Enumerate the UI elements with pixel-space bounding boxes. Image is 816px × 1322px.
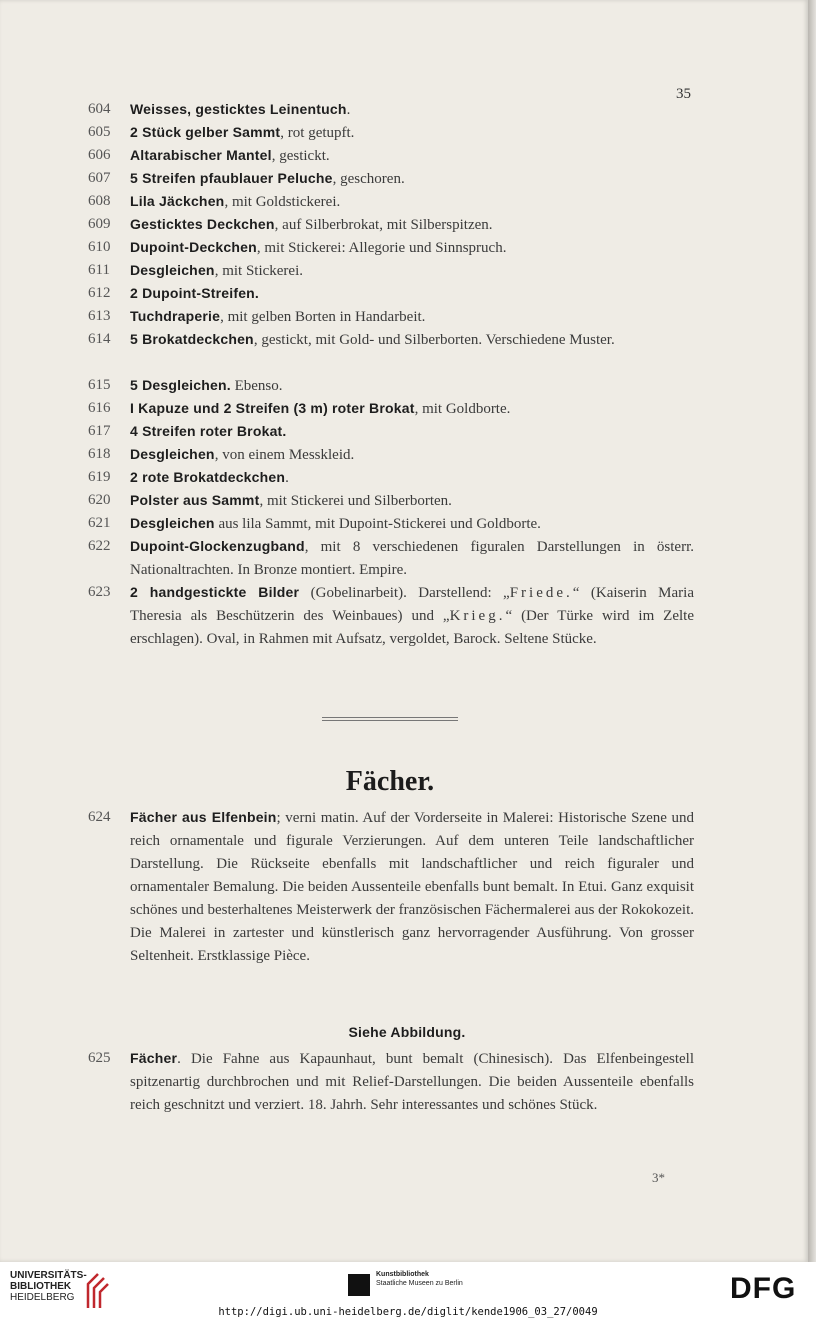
spaced-quote: Friede.: [509, 585, 573, 601]
lot-text: , mit Goldstickerei.: [224, 194, 341, 210]
lot-title: I Kapuze und 2 Streifen (3 m) roter Brokat: [130, 400, 415, 416]
uni-heidelberg-mark-icon: [82, 1270, 110, 1310]
lot-text: , mit Stickerei: Allegorie und Sinnspruch.: [256, 240, 507, 256]
lot-description: [130, 1047, 694, 1117]
uni-logo-line1: UNIVERSITÄTS-: [10, 1270, 87, 1281]
lot-title: Desgleichen: [130, 515, 215, 531]
section-heading: Fächer.: [345, 766, 435, 797]
lot-text: , mit Stickerei und Silberborten.: [259, 493, 452, 509]
illustration-note: Siehe Abbildung.: [348, 1024, 466, 1040]
lot-description: [130, 466, 694, 490]
lot-description: [130, 259, 694, 283]
lot-description: [130, 305, 694, 329]
lot-description: [130, 282, 694, 306]
lot-description: [130, 121, 694, 145]
uni-heidelberg-logo: [10, 1270, 87, 1303]
lot-number: 617: [88, 423, 111, 439]
lot-description: [130, 806, 694, 968]
lot-title: Dupoint-Glockenzugband: [130, 538, 305, 554]
lot-number: 607: [88, 170, 111, 186]
lot-number: 620: [88, 492, 111, 508]
lot-number: 619: [88, 469, 111, 485]
lot-title: Fächer aus Elfenbein: [130, 809, 277, 825]
lot-text: aus lila Sammt, mit Dupoint-Stickerei und Goldborte.: [214, 516, 541, 532]
uni-logo-line3: HEIDELBERG: [10, 1292, 75, 1303]
lot-text: “ (Der Türke wird im Zelte erschlagen). Oval, in Rahmen mit Aufsatz, vergoldet, Barock. Seltene Stücke.: [130, 608, 694, 647]
kunstbibliothek-mark-icon: [348, 1274, 370, 1296]
lot-text: , mit Stickerei.: [214, 263, 304, 279]
lot-number: 611: [88, 262, 110, 278]
lot-description: [130, 535, 694, 582]
footer-bar: [0, 1262, 816, 1322]
lot-title: Weisses, gesticktes Leinentuch: [130, 101, 347, 117]
lot-text: , gestickt.: [271, 148, 330, 164]
lot-number: 624: [88, 809, 111, 825]
lot-number: 604: [88, 101, 111, 117]
lot-number: 618: [88, 446, 111, 462]
lot-description: [130, 213, 694, 237]
spaced-quote: Krieg.: [449, 608, 506, 624]
lot-text: .: [285, 470, 289, 486]
lot-number: 615: [88, 377, 111, 393]
lot-text: , geschoren.: [332, 171, 405, 187]
lot-number: 621: [88, 515, 111, 531]
lot-description: [130, 236, 694, 260]
lot-title: Gesticktes Deckchen: [130, 216, 275, 232]
lot-number: 606: [88, 147, 111, 163]
section-divider: [322, 717, 458, 721]
lot-title: 5 Desgleichen.: [130, 377, 231, 393]
lot-text: , rot getupft.: [280, 125, 355, 141]
lot-description: [130, 443, 694, 467]
lot-description: [130, 328, 694, 352]
lot-title: 4 Streifen roter Brokat.: [130, 423, 287, 439]
lot-description: [130, 98, 694, 122]
uni-logo-line2: BIBLIOTHEK: [10, 1281, 72, 1292]
lot-text: , mit gelben Borten in Handarbeit.: [220, 309, 426, 325]
lot-number: 610: [88, 239, 111, 255]
page-number: 35: [676, 86, 691, 102]
lot-title: Lila Jäckchen: [130, 193, 225, 209]
lot-number: 625: [88, 1050, 111, 1066]
lot-title: Polster aus Sammt: [130, 492, 260, 508]
lot-title: Desgleichen: [130, 262, 215, 278]
lot-text: , auf Silberbrokat, mit Silberspitzen.: [274, 217, 493, 233]
kb-logo-line2: Staatliche Museen zu Berlin: [376, 1280, 463, 1287]
lot-title: Tuchdraperie: [130, 308, 221, 324]
lot-text: , gestickt, mit Gold- und Silberborten. Verschiedene Muster.: [253, 332, 615, 348]
permalink-url[interactable]: http://digi.ub.uni-heidelberg.de/diglit/kende1906_03_27/0049: [218, 1306, 598, 1318]
lot-number: 605: [88, 124, 111, 140]
lot-text: “ (Kaiserin Maria Theresia als Beschützerin des Weinbaues) und „: [130, 585, 694, 624]
lot-text: Ebenso.: [230, 378, 283, 394]
lot-title: 2 Dupoint-Streifen.: [130, 285, 260, 301]
page-edge: [808, 0, 816, 1262]
lot-description: [130, 512, 694, 536]
lot-title: 5 Brokatdeckchen: [130, 331, 254, 347]
lot-number: 614: [88, 331, 111, 347]
lot-title: 2 rote Brokatdeckchen: [130, 469, 286, 485]
lot-title: 2 Stück gelber Sammt: [130, 124, 281, 140]
lot-title: Desgleichen: [130, 446, 215, 462]
lot-title: Altarabischer Mantel: [130, 147, 272, 163]
lot-title: 2 handgestickte Bilder: [130, 584, 300, 600]
lot-title: 5 Streifen pfaublauer Peluche: [130, 170, 333, 186]
lot-text: , mit 8 verschiedenen figuralen Darstellungen in österr. Nationaltrachten. In Bronze montiert. Empire.: [130, 539, 694, 578]
lot-text: ; verni matin. Auf der Vorderseite in Malerei: Historische Szene und reich ornamentale und figurale Verzierungen. Auf dem unteren Teile landschaftlicher Darstellung. Die Rückseite ebenfalls mit landschaftlicher und reich figuraler und ornamentaler Bemalung. Die beiden Aussenteile ebenfalls bunt bemalt. In Etui. Ganz exquisit schönes und besterhaltenes Meisterwerk der französischen Fächermalerei aus der Rokokozeit. Die Malerei in zartester und künstlerisch ganz hervorragender Ausführung. Von grosser Seltenheit. Erstklassige Pièce.: [130, 810, 694, 964]
lot-description: [130, 581, 694, 651]
kb-logo-line1: Kunstbibliothek: [376, 1271, 429, 1278]
lot-description: [130, 374, 694, 398]
lot-text: , von einem Messkleid.: [214, 447, 355, 463]
dfg-logo: DFG: [730, 1272, 797, 1305]
lot-number: 609: [88, 216, 111, 232]
lot-number: 616: [88, 400, 111, 416]
lot-text: , mit Goldborte.: [414, 401, 511, 417]
lot-description: [130, 489, 694, 513]
lot-description: [130, 167, 694, 191]
lot-description: [130, 144, 694, 168]
lot-number: 608: [88, 193, 111, 209]
lot-description: [130, 420, 694, 444]
lot-text: (Gobelinarbeit). Darstellend: „: [299, 585, 510, 601]
lot-description: [130, 190, 694, 214]
lot-number: 612: [88, 285, 111, 301]
lot-text: .: [346, 102, 351, 118]
lot-number: 622: [88, 538, 111, 554]
lot-title: Fächer: [130, 1050, 178, 1066]
lot-title: Dupoint-Deckchen: [130, 239, 257, 255]
signature-mark: 3*: [652, 1170, 665, 1185]
lot-description: [130, 397, 694, 421]
lot-text: . Die Fahne aus Kapaunhaut, bunt bemalt (Chinesisch). Das Elfenbeingestell spitzenartig durchbrochen und mit Relief-Darstellungen. Die beiden Aussenteile ebenfalls reich geschnitzt und verziert. 18. Jahrh. Sehr interessantes und schönes Stück.: [130, 1051, 694, 1113]
lot-number: 623: [88, 584, 111, 600]
lot-number: 613: [88, 308, 111, 324]
